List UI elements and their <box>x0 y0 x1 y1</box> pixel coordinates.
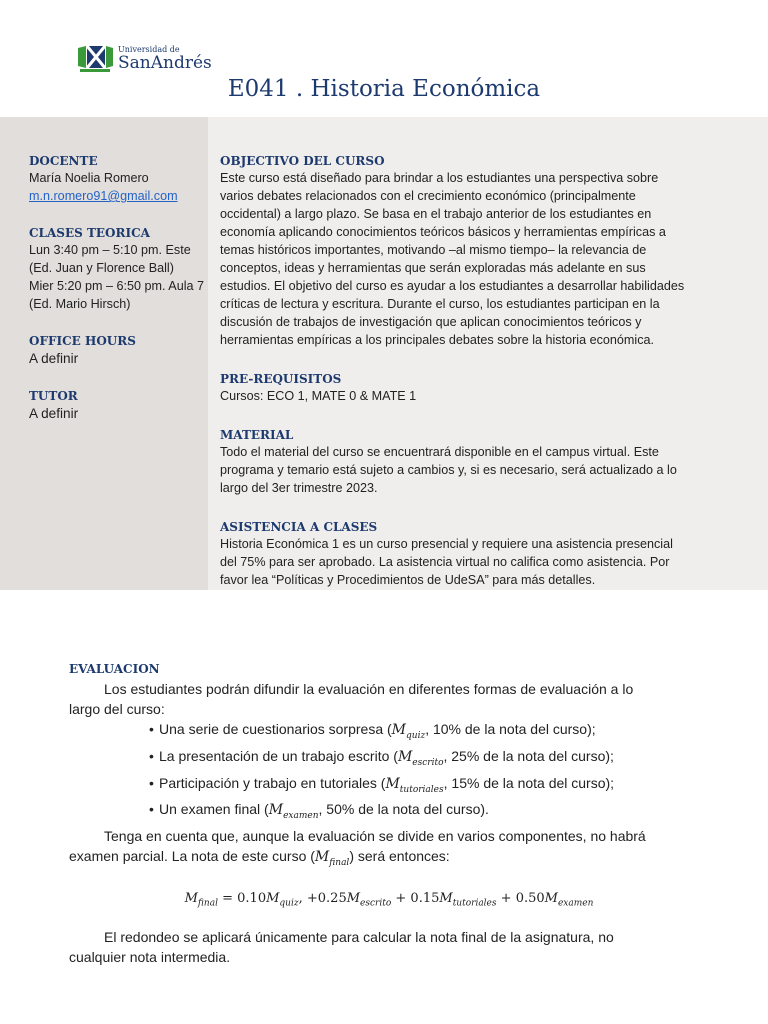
prerequisitos-heading: PRE-REQUISITOS <box>220 372 342 386</box>
asistencia-line: del 75% para ser aprobado. La asistencia virtual no califica como asistencia. Por <box>220 555 670 569</box>
list-item: • Un examen final ($M_{examen}$, 50% de la nota del curso). <box>149 801 489 822</box>
bullet-icon: • <box>149 721 154 737</box>
math-symbol: $M_{examen}$ <box>268 802 319 822</box>
evaluacion-closing: cualquier nota intermedia. <box>69 948 231 965</box>
objetivo-line: Este curso está diseñado para brindar a los estudiantes una perspectiva sobre <box>220 171 659 185</box>
objetivo-line: varios debates relacionados con el crecimiento económico (principalmente <box>220 189 636 203</box>
docente-section <box>29 153 229 205</box>
clases-line: (Ed. Juan y Florence Ball) <box>29 261 174 275</box>
clases-heading: CLASES TEORICA <box>29 226 150 240</box>
evaluacion-list <box>69 719 709 826</box>
asistencia-line: favor lea “Políticas y Procedimientos de UdeSA” para más detalles. <box>220 573 596 587</box>
objetivo-line: occidental) a largo plazo. Se basa en el trabajo anterior de los estudiantes en <box>220 207 652 221</box>
math-symbol: $M_{final}$ <box>314 849 350 868</box>
evaluacion-note: examen parcial. La nota de este curso $(M_{final})$ será entonces: <box>69 848 450 868</box>
university-logo <box>76 44 212 74</box>
asistencia-line: Historia Económica 1 es un curso presencial y requiere una asistencia presencial <box>220 537 673 551</box>
docente-email-link[interactable]: m.n.romero91@gmail.com <box>29 189 178 203</box>
evaluacion-intro: Los estudiantes podrán difundir la evaluación en diferentes formas de evaluación a lo <box>104 681 634 697</box>
material-heading: MATERIAL <box>220 428 294 442</box>
bullet-icon: • <box>149 747 154 764</box>
clases-line: Mier 5:20 pm – 6:50 pm. Aula 7 <box>29 279 205 293</box>
asistencia-heading: ASISTENCIA A CLASES <box>220 520 378 534</box>
office-hours-section <box>29 333 229 368</box>
office-hours-value: A definir <box>29 351 79 366</box>
docente-heading: DOCENTE <box>29 154 98 168</box>
page-title: E041 . Historia Económica <box>227 76 541 102</box>
tutor-section <box>29 388 229 423</box>
main-content <box>220 153 740 589</box>
evaluacion-heading: EVALUACION <box>69 662 160 676</box>
prerequisitos-text: Cursos: ECO 1, MATE 0 & MATE 1 <box>220 389 417 403</box>
evaluacion-closing: El redondeo se aplicará únicamente para calcular la nota final de la asignatura, no <box>104 928 614 945</box>
objetivo-line: discusión de trabajos de investigación que aplican conocimientos teóricos y <box>220 315 642 329</box>
objetivo-heading: OBJECTIVO DEL CURSO <box>220 154 385 168</box>
material-line: largo del 3er trimestre 2023. <box>220 481 378 495</box>
asistencia-section <box>220 519 740 589</box>
math-symbol: $M_{escrito}$ <box>397 748 444 768</box>
grade-formula: $M_{final} = 0.10M_{quiz}$, $+0.25M_{escrito} + 0.15M_{tutoriales} + 0.50M_{examen}$ <box>184 890 594 909</box>
clases-section <box>29 225 229 313</box>
prerequisitos-section <box>220 371 740 405</box>
math-symbol: $M_{tutoriales}$ <box>385 775 444 795</box>
material-line: programa y temario está sujeto a cambios y, si es necesario, será actualizado a lo <box>220 463 677 477</box>
clases-line: (Ed. Mario Hirsch) <box>29 297 131 311</box>
math-symbol: $M_{quiz}$ <box>391 722 426 741</box>
docente-name: María Noelia Romero <box>29 171 149 185</box>
objetivo-section <box>220 153 740 349</box>
logo-small-text: Universidad de <box>118 45 180 54</box>
tutor-heading: TUTOR <box>29 389 78 403</box>
evaluacion-section <box>69 661 709 967</box>
bullet-icon: • <box>149 801 154 818</box>
list-item: • La presentación de un trabajo escrito ($M_{escrito}$, 25% de la nota del curso); <box>149 747 614 768</box>
bullet-icon: • <box>149 774 154 791</box>
list-item: • Participación y trabajo en tutoriales ($M_{tutoriales}$, 15% de la nota del curso); <box>149 774 615 795</box>
objetivo-line: economía aplicando conocimientos teóricos básicos y herramientas empíricas a <box>220 225 666 239</box>
clases-line: Lun 3:40 pm – 5:10 pm. Este <box>29 243 191 257</box>
objetivo-line: estudios. El objetivo del curso es ayudar a los estudiantes a desarrollar habilidades <box>220 279 685 293</box>
material-line: Todo el material del curso se encuentrará disponible en el campus virtual. Este <box>220 445 659 459</box>
objetivo-line: críticas de lectura y escritura. Durante el curso, los estudiantes participan en la <box>220 297 660 311</box>
office-hours-heading: OFFICE HOURS <box>29 334 136 348</box>
logo-big-text: SanAndrés <box>118 53 212 73</box>
objetivo-line: conceptos, ideas y herramientas que serán exploradas más adelante en sus <box>220 261 646 275</box>
list-item: • Una serie de cuestionarios sorpresa ($M_{quiz}$, 10% de la nota del curso); <box>149 721 596 741</box>
material-section <box>220 427 740 497</box>
objetivo-line: temas históricos importantes, motivando –al mismo tiempo– la relevancia de <box>220 243 647 257</box>
shield-icon <box>76 44 114 74</box>
sidebar-content <box>29 153 229 443</box>
tutor-value: A definir <box>29 406 79 421</box>
objetivo-line: herramientas empíricas a los principales debates sobre la historia económica. <box>220 333 654 347</box>
evaluacion-note: Tenga en cuenta que, aunque la evaluación se divide en varios componentes, no habrá <box>104 828 646 845</box>
evaluacion-intro: largo del curso: <box>69 701 165 717</box>
